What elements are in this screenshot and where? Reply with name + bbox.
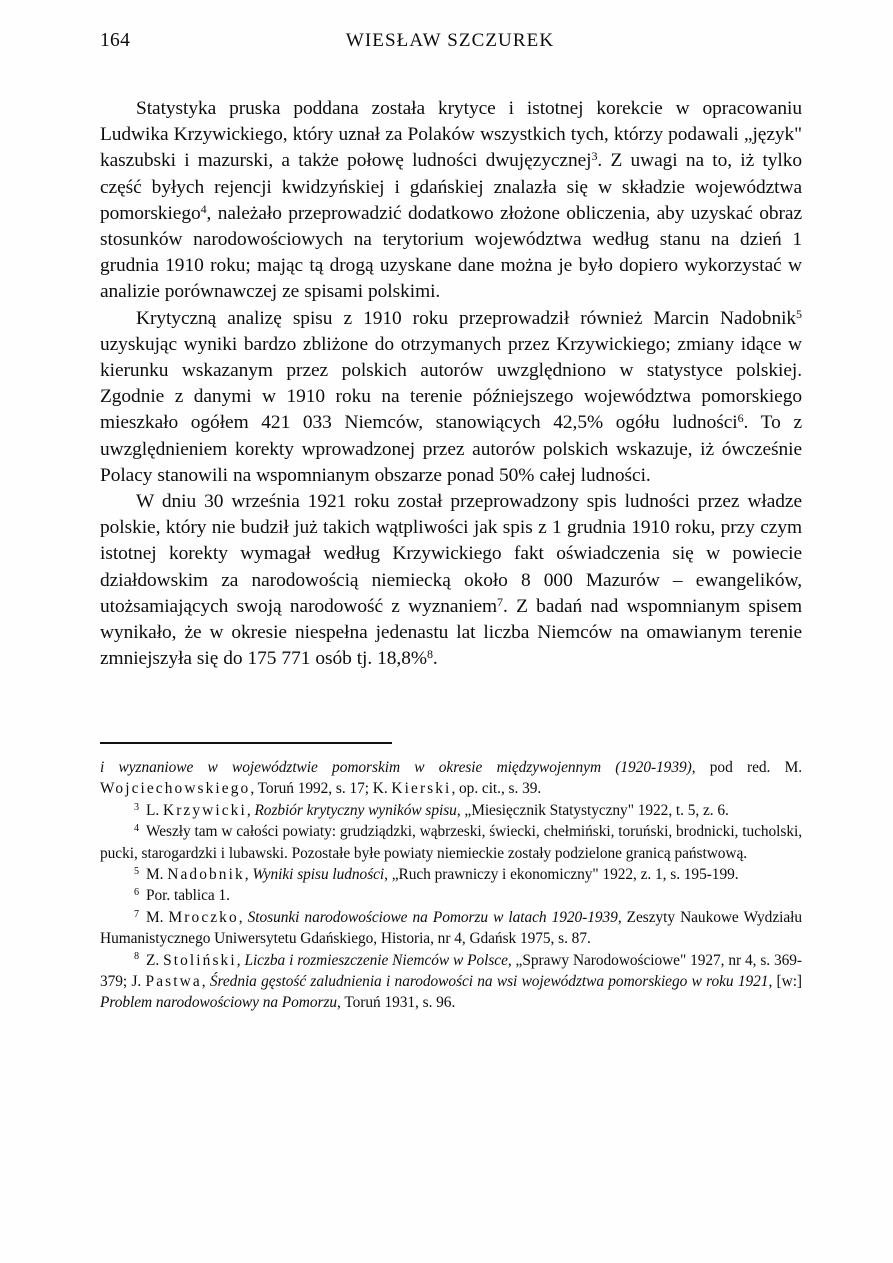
paragraph-1 bbox=[100, 96, 802, 306]
paragraph-3-text: W dniu 30 września 1921 roku został przeprowadzony spis ludności przez władze polskie, który nie budził już takich wątpliwości jak spis z 1 grudnia 1910 roku, przy czym istotnej korekty wymagał według Krzywickiego fakt oświadczenia się w powiecie działdowskim za narodowością niemiecką około 8 000 Mazurów – ewangelików, utożsamiających swoją narodowość z wyznaniem$^7$. Z badań nad wspomnianym spisem wynikało, że w okresie niespełna jedenastu lat liczba Niemców na omawianym terenie zmniejszyła się do 175 771 osób tj. 18,8%$^8$. bbox=[100, 491, 802, 670]
footnote-7-author-prefix: M. bbox=[146, 908, 169, 926]
footnote-marker-5: 5 bbox=[134, 865, 140, 877]
footnote-7-author: Mroczko bbox=[168, 908, 239, 926]
footnote-5-tail: , „Ruch prawniczy i ekonomiczny" 1922, z. 1, s. 195-199. bbox=[384, 866, 739, 884]
footnote-3-author: Krzywicki bbox=[162, 801, 247, 819]
footnote-5-title: Wyniki spisu ludności bbox=[252, 866, 385, 884]
running-head bbox=[100, 30, 800, 56]
footnote-item-6 bbox=[100, 885, 802, 906]
footnote-item-3: $^3$ L. Krzywicki, Rozbiór krytyczny wyników spisu, „Miesięcznik Statystyczny" 1922, t. 5, z. 6. bbox=[134, 801, 729, 819]
footnote-8-author: Stoliński bbox=[163, 951, 237, 969]
footnote-continuation-rest: , pod red. M. Wojciechowskiego, Toruń 1992, s. 17; K. Kierski, op. cit., s. 39. bbox=[100, 759, 803, 798]
footnote-marker-7: 7 bbox=[134, 908, 140, 920]
paragraph-2-text: Krytyczną analizę spisu z 1910 roku przeprowadził również Marcin Nadobnik$^5$ uzyskując wyniki bardzo zbliżone do otrzymanych przez Krzywickiego; zmiany idące w kierunku wskazanym przez polskich autorów uwzględniono w statystyce polskiej. Zgodnie z danymi w 1910 roku na terenie późniejszego województwa pomorskiego mieszkało ogółem 421 033 Niemców, stanowiących 42,5% ogółu ludności$^6$. To z uwzględnieniem korekty wprowadzonej przez autorów polskich wskazuje, iż ówcześnie Polacy stanowili na wspomnianym obszarze ponad 50% całej ludności. bbox=[100, 306, 803, 486]
footnote-item-5: $^5$ M. Nadobnik, Wyniki spisu ludności, „Ruch prawniczy i ekonomiczny" 1922, z. 1, s. 195-199. bbox=[134, 865, 739, 884]
footnote-6-text: Por. tablica 1. bbox=[146, 887, 230, 905]
footnote-5-author: Nadobnik bbox=[167, 866, 245, 884]
paragraph-2 bbox=[100, 306, 802, 489]
footnote-8-tail: , „Sprawy Narodowościowe" 1927, nr 4, s. 369-379; J. bbox=[100, 951, 802, 991]
running-title: WIESŁAW SZCZUREK bbox=[345, 30, 555, 51]
footnote-5-author-prefix: M. bbox=[146, 866, 168, 884]
footnote-continuation-title: i wyznaniowe w województwie pomorskim w okresie międzywojennym (1920-1939) bbox=[100, 759, 692, 776]
footnote-8-title3: Problem narodowościowy na Pomorzu bbox=[100, 994, 338, 1012]
paragraph-3 bbox=[100, 489, 802, 672]
footnote-8-author-prefix: Z. bbox=[146, 951, 164, 969]
page-number: 164 bbox=[100, 30, 131, 51]
footnote-marker-8: 8 bbox=[134, 951, 140, 963]
footnote-8-author2: Pastwa bbox=[145, 973, 202, 991]
body-text bbox=[100, 96, 802, 672]
footnote-marker-3: 3 bbox=[134, 801, 140, 813]
footnote-separator-rule bbox=[100, 742, 392, 744]
footnote-4-text: Weszły tam w całości powiaty: grudziądzki, wąbrzeski, świecki, chełmiński, toruński, brodnicki, tucholski, pucki, starogardzki i lubawski. Pozostałe byłe powiaty niemieckie zostały podzielone granicą państwową. bbox=[100, 823, 802, 862]
footnote-3-title: Rozbiór krytyczny wyników spisu bbox=[254, 801, 457, 819]
footnote-8-title2: Średnia gęstość zaludnienia i narodowości na wsi województwa pomorskiego w roku 1921 bbox=[209, 973, 769, 991]
footnote-block bbox=[100, 757, 802, 1014]
footnote-item-8: $^8$ Z. Stoliński, Liczba i rozmieszczenie Niemców w Polsce, „Sprawy Narodowościowe" 1927, nr 4, s. 369-379; J. Pastwa, Średnia gęstość zaludnienia i narodowości na wsi województwa pomorskiego w roku 1921, [w:] Problem narodowościowy na Pomorzu, Toruń 1931, s. 96. bbox=[100, 951, 802, 1012]
footnote-continuation bbox=[100, 757, 802, 800]
footnote-marker-6: 6 bbox=[134, 887, 140, 899]
footnote-item-7: $^7$ M. Mroczko, Stosunki narodowościowe na Pomorzu w latach 1920-1939, Zeszyty Naukowe Wydziału Humanistycznego Uniwersytetu Gdańskiego, Historia, nr 4, Gdańsk 1975, s. 87. bbox=[100, 908, 802, 948]
paragraph-1-text: Statystyka pruska poddana została krytyce i istotnej korekcie w opracowaniu Ludwika Krzywickiego, który uznał za Polaków wszystkich tych, którzy podawali „język" kaszubski i mazurski, a także połowę ludności dwujęzycznej$^3$. Z uwagi na to, iż tylko część byłych rejencji kwidzyńskiej i gdańskiej znalazła się w składzie województwa pomorskiego$^4$, należało przeprowadzić dodatkowo złożone obliczenia, aby uzyskać obraz stosunków narodowościowych na terytorium województwa według stanu na dzień 1 grudnia 1910 roku; mając tą drogą uzyskane dane można je było dopiero wykorzystać w analizie porównawczej ze spisami polskimi. bbox=[100, 98, 803, 303]
footnote-8-tail2: , Toruń 1931, s. 96. bbox=[337, 994, 456, 1012]
footnote-marker-4: 4 bbox=[134, 822, 140, 834]
footnote-3-author-prefix: L. bbox=[146, 801, 163, 819]
footnote-item-4 bbox=[100, 821, 802, 864]
footnote-7-title: Stosunki narodowościowe na Pomorzu w latach 1920-1939 bbox=[247, 908, 618, 926]
footnote-7-tail: , Zeszyty Naukowe Wydziału Humanistycznego Uniwersytetu Gdańskiego, Historia, nr 4, Gdańsk 1975, s. 87. bbox=[100, 908, 802, 948]
footnote-8-title: Liczba i rozmieszczenie Niemców w Polsce bbox=[244, 951, 508, 969]
footnote-3-tail: , „Miesięcznik Statystyczny" 1922, t. 5, z. 6. bbox=[456, 801, 729, 819]
footnote-8-mid: , [w:] bbox=[768, 973, 802, 991]
